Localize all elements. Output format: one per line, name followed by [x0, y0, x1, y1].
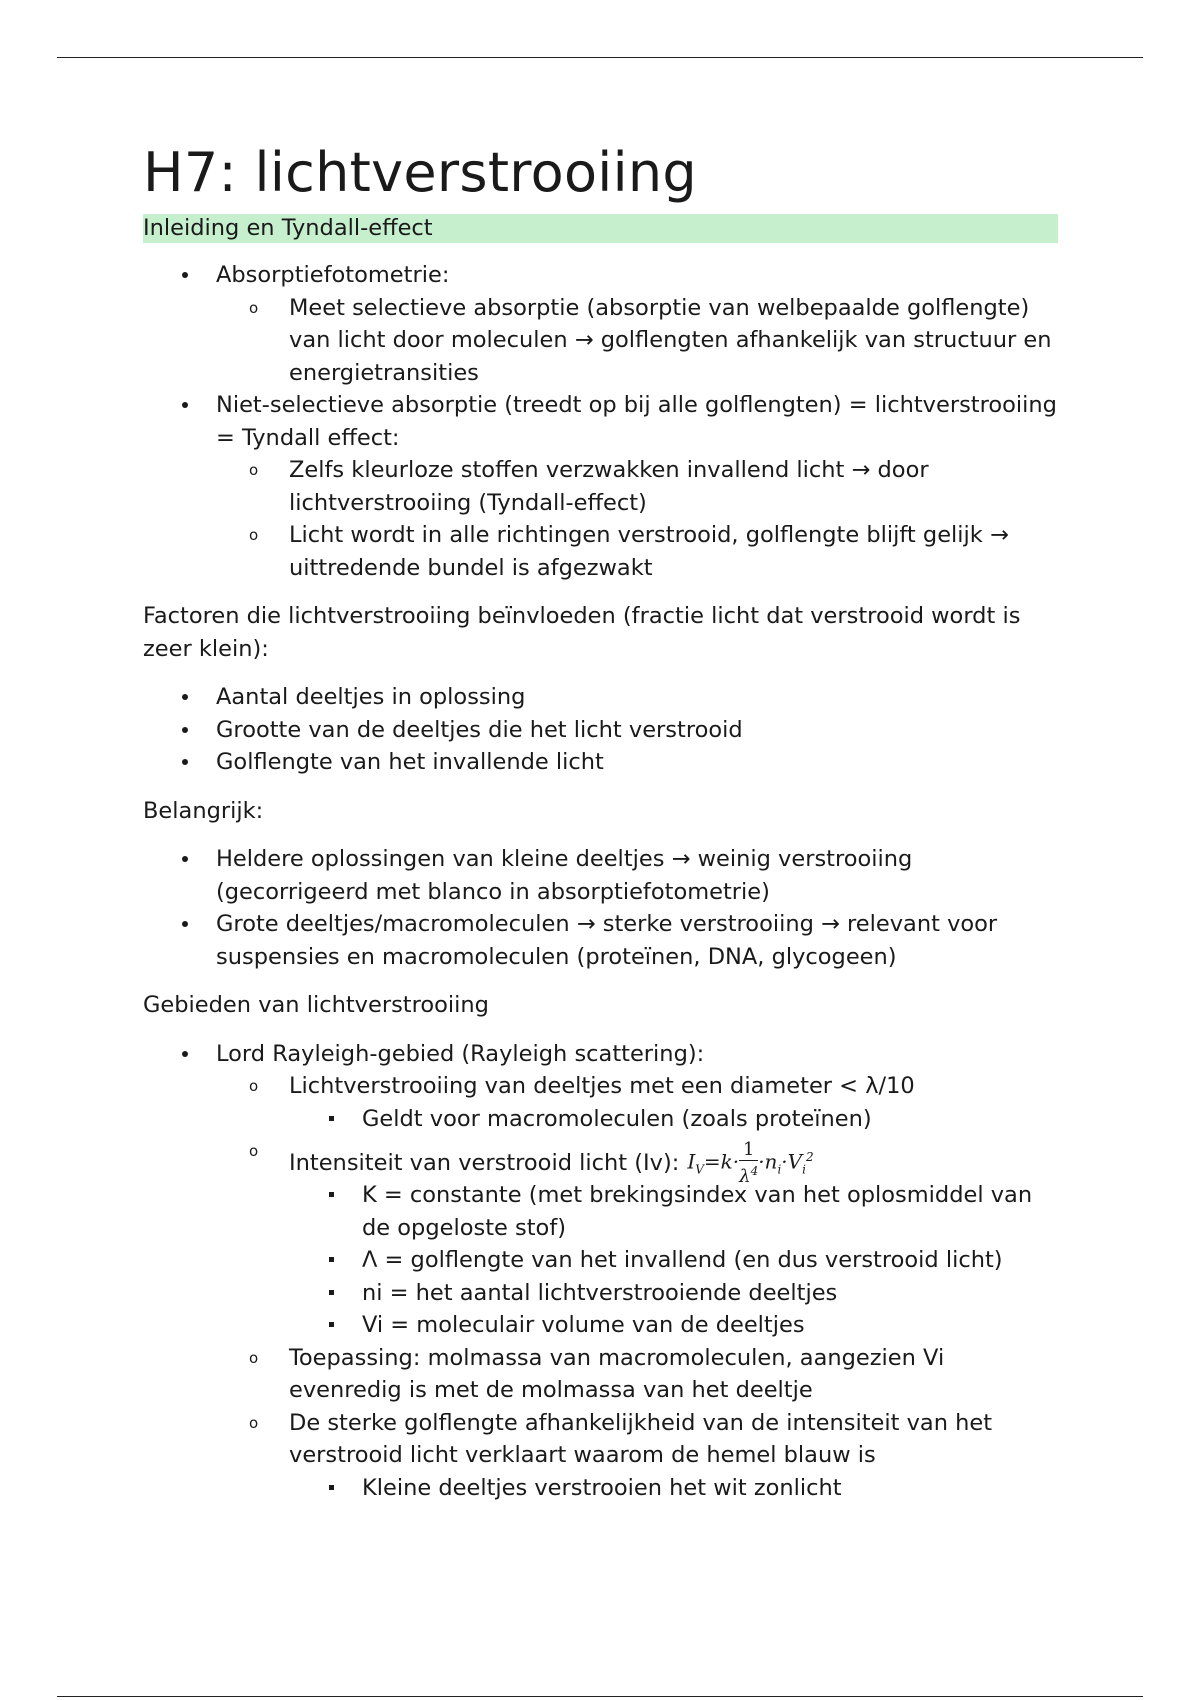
page-title: H7: lichtverstrooiing — [143, 141, 697, 204]
sub-list-item — [216, 1070, 1058, 1135]
list-item — [143, 1038, 1058, 1505]
document-body — [143, 138, 1058, 1504]
list-item — [143, 259, 1058, 389]
header-rule — [57, 57, 1143, 58]
list-item: Grote deeltjes/macromoleculen → sterke verstrooiing → relevant voor suspensies en macromoleculen (proteïnen, DNA, glycogeen) — [143, 908, 1058, 973]
factors-intro: Factoren die lichtverstrooiing beïnvloeden (fractie licht dat verstrooid wordt is zeer klein): — [143, 603, 1021, 662]
list-item — [143, 389, 1058, 584]
list-item: Grootte van de deeltjes die het licht verstrooid — [143, 714, 1058, 747]
sub-list-item — [216, 1135, 1058, 1187]
sub-list-item: o Zelfs kleurloze stoffen verzwakken invallend licht → door lichtverstrooiing (Tyndall-effect) — [216, 454, 1058, 519]
sky-text: De sterke golflengte afhankelijkheid van de intensiteit van het verstrooid licht verklaart waarom de hemel blauw is — [289, 1409, 993, 1468]
list-item: Golflengte van het invallende licht — [143, 746, 1058, 779]
sub-list-item: o Meet selectieve absorptie (absorptie van welbepaalde golflengte) van licht door moleculen → golflengten afhankelijk van structuur en energietransities — [216, 292, 1058, 390]
intensity-label: Intensiteit van verstrooid licht (Iv): — [289, 1149, 680, 1176]
rayleigh-diameter: Lichtverstrooiing van deeltjes met een diameter < λ/10 — [289, 1073, 915, 1099]
list-item-text: Absorptiefotometrie: — [216, 262, 450, 288]
important-list — [143, 843, 1058, 973]
footer-rule — [57, 1696, 1143, 1697]
rayleigh-heading: Lord Rayleigh-gebied (Rayleigh scattering): — [216, 1040, 705, 1067]
sub-list-item: o Licht wordt in alle richtingen verstrooid, golflengte blijft gelijk → uittredende bundel is afgezwakt — [216, 519, 1058, 584]
regions-label: Gebieden van lichtverstrooiing — [143, 992, 489, 1018]
sub-sub-list-item: Vi = moleculair volume van de deeltjes — [289, 1309, 1058, 1342]
sub-list-item: o Toepassing: molmassa van macromoleculen, aangezien Vi evenredig is met de molmassa van het deeltje — [216, 1342, 1058, 1407]
sub-sub-list-item: Kleine deeltjes verstrooien het wit zonlicht — [289, 1472, 1058, 1505]
section-heading: Inleiding en Tyndall-effect — [143, 214, 1058, 243]
list-item: Heldere oplossingen van kleine deeltjes → weinig verstrooiing (gecorrigeerd met blanco in absorptiefotometrie) — [143, 843, 1058, 908]
sub-sub-list-item: Λ = golflengte van het invallend (en dus verstrooid licht) — [289, 1244, 1058, 1277]
factors-list — [143, 681, 1058, 779]
sub-list-item — [216, 1407, 1058, 1505]
rayleigh-formula: $I_V=k\cdot$ $\frac{1}{\lambda^4}$ $\cdot n_i\cdot V_i^2$ — [687, 1138, 814, 1187]
list-item: Aantal deeltjes in oplossing — [143, 681, 1058, 714]
sub-sub-list-item: ni = het aantal lichtverstrooiende deeltjes — [289, 1277, 1058, 1310]
intro-list — [143, 259, 1058, 584]
fraction: $\frac{1}{\lambda^4}$ — [739, 1138, 759, 1187]
formula-legend — [216, 1179, 1058, 1342]
sub-sub-list-item: K = constante (met brekingsindex van het oplosmiddel van de opgeloste stof) — [289, 1179, 1058, 1244]
list-item-text: Niet-selectieve absorptie (treedt op bij alle golflengten) = lichtverstrooiing = Tyndall effect: — [216, 392, 1057, 451]
sub-sub-list-item: Geldt voor macromoleculen (zoals proteïnen) — [289, 1103, 1058, 1136]
important-label: Belangrijk: — [143, 797, 264, 824]
regions-list — [143, 1038, 1058, 1505]
